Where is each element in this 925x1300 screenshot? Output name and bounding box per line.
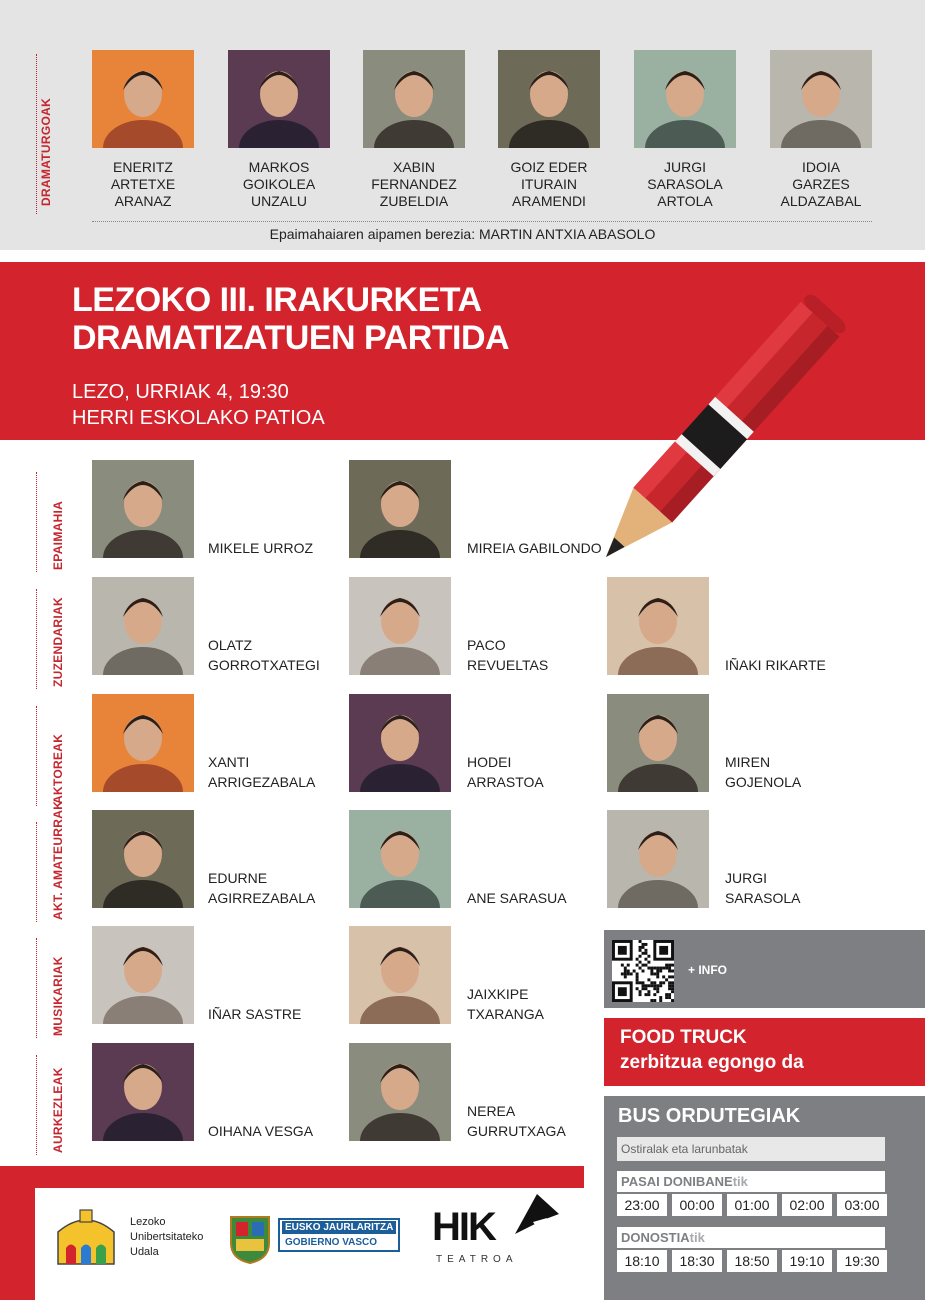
dramaturg-name: ENERITZ ARTETXE ARANAZ — [110, 159, 176, 209]
person-photo — [92, 460, 194, 558]
dramaturg-photo — [770, 50, 872, 148]
basque-government-line-2: GOBIERNO VASCO — [285, 1237, 378, 1248]
person-name: OLATZ GORROTXATEGI — [208, 637, 320, 673]
bus-time: 18:50 — [727, 1250, 777, 1272]
person-photo — [92, 810, 194, 908]
basque-government-line-1: EUSKO JAURLARITZA — [282, 1221, 396, 1234]
bus-route-name: DONOSTIAtik — [617, 1227, 885, 1248]
event-title-line-2: DRAMATIZATUEN PARTIDA — [72, 319, 510, 357]
section-label-rule — [36, 1055, 66, 1155]
bus-time: 03:00 — [837, 1194, 887, 1216]
dramaturg-name: JURGI SARASOLA ARTOLA — [647, 159, 723, 209]
bus-time: 02:00 — [782, 1194, 832, 1216]
section-label-rule — [36, 472, 66, 572]
section-label: EPAIMAHIA — [51, 500, 65, 570]
food-truck-title: FOOD TRUCK — [620, 1027, 747, 1048]
person-photo — [92, 577, 194, 675]
pencil-illustration — [596, 232, 916, 567]
person-name: EDURNE AGIRREZABALA — [208, 870, 316, 906]
person-photo — [349, 810, 451, 908]
info-link[interactable]: + INFO — [688, 963, 728, 977]
bus-route-name: PASAI DONIBANEtik — [617, 1171, 885, 1192]
person-photo — [349, 460, 451, 558]
hika-logo-icon — [513, 1192, 561, 1236]
divider — [92, 221, 872, 222]
person-photo — [92, 1043, 194, 1141]
dramaturg-photo — [228, 50, 330, 148]
person-photo — [607, 810, 709, 908]
bus-schedule-title: BUS ORDUTEGIAK — [618, 1105, 801, 1127]
person-name: OIHANA VESGA — [208, 1123, 314, 1139]
bus-time: 00:00 — [672, 1194, 722, 1216]
event-info — [72, 379, 325, 431]
dramaturg-name: MARKOS GOIKOLEA UNZALU — [242, 159, 316, 209]
dramaturg-photo — [363, 50, 465, 148]
person-photo — [607, 577, 709, 675]
section-label: AKTOREAK — [51, 733, 65, 804]
bus-time: 23:00 — [617, 1194, 667, 1216]
bus-days: Ostiralak eta larunbatak — [617, 1137, 885, 1161]
dramaturg-card — [354, 50, 474, 210]
event-title — [72, 281, 509, 357]
event-title-line-1: LEZOKO III. IRAKURKETA — [72, 281, 482, 319]
person-name: HODEI ARRASTOA — [467, 754, 544, 790]
lezo-council-text: Lezoko Unibertsitateko Udala — [130, 1216, 204, 1258]
bus-time: 18:30 — [672, 1250, 722, 1272]
section-label-rule — [36, 589, 66, 689]
dramaturg-card — [489, 50, 609, 210]
person-name: XANTI ARRIGEZABALA — [208, 754, 316, 790]
dramaturg-card — [625, 50, 745, 210]
dramaturg-card — [83, 50, 203, 210]
event-where: HERRI ESKOLAKO PATIOA — [72, 407, 325, 429]
person-photo — [92, 694, 194, 792]
section-label-rule — [36, 706, 66, 806]
dramaturgs-label-rule — [36, 54, 56, 214]
lezo-logo-icon — [52, 1206, 120, 1266]
person-name: IÑAR SASTRE — [208, 1006, 302, 1022]
person-photo — [349, 1043, 451, 1141]
qr-code[interactable] — [612, 940, 674, 1002]
section-label: AURKEZLEAK — [51, 1067, 65, 1153]
dramaturg-name: XABIN FERNANDEZ ZUBELDIA — [371, 159, 457, 209]
person-name: MIREN GOJENOLA — [725, 754, 802, 790]
person-photo — [349, 694, 451, 792]
person-name: MIREIA GABILONDO — [467, 540, 602, 556]
bus-time: 01:00 — [727, 1194, 777, 1216]
basque-government-shield-icon — [228, 1213, 272, 1265]
event-when: LEZO, URRIAK 4, 19:30 — [72, 381, 289, 403]
person-photo — [607, 694, 709, 792]
dramaturgs-label: DRAMATURGOAK — [39, 97, 53, 206]
food-truck-subtitle: zerbitzua egongo da — [620, 1052, 804, 1073]
section-label-rule — [36, 938, 66, 1038]
special-mention: Epaimahaiaren aipamen berezia: MARTIN ANTXIA ABASOLO — [269, 226, 656, 242]
hika-logo-subtitle: TEATROA — [436, 1254, 518, 1265]
person-name: JAIXKIPE TXARANGA — [467, 986, 545, 1022]
dramaturg-name: GOIZ EDER ITURAIN ARAMENDI — [510, 159, 588, 209]
bus-time: 19:30 — [837, 1250, 887, 1272]
dramaturg-photo — [498, 50, 600, 148]
bus-time: 19:10 — [782, 1250, 832, 1272]
section-label: MUSIKARIAK — [51, 956, 65, 1036]
dramaturg-card — [761, 50, 881, 210]
section-label-rule — [36, 800, 66, 922]
person-name: IÑAKI RIKARTE — [725, 657, 826, 673]
person-name: MIKELE URROZ — [208, 540, 314, 556]
section-label: ZUZENDARIAK — [51, 597, 65, 687]
dramaturg-card — [219, 50, 339, 210]
person-photo — [349, 577, 451, 675]
dramaturg-photo — [92, 50, 194, 148]
person-photo — [349, 926, 451, 1024]
bus-time: 18:10 — [617, 1250, 667, 1272]
dramaturg-name: IDOIA GARZES ALDAZABAL — [780, 159, 862, 209]
person-name: PACO REVUELTAS — [467, 637, 549, 673]
person-name: NEREA GURRUTXAGA — [467, 1103, 566, 1139]
dramaturg-photo — [634, 50, 736, 148]
person-name: JURGI SARASOLA — [725, 870, 801, 906]
person-photo — [92, 926, 194, 1024]
person-name: ANE SARASUA — [467, 890, 567, 906]
hika-logo-text: HIK — [432, 1205, 495, 1249]
section-label: AKT. AMATEURRAK — [51, 800, 65, 920]
